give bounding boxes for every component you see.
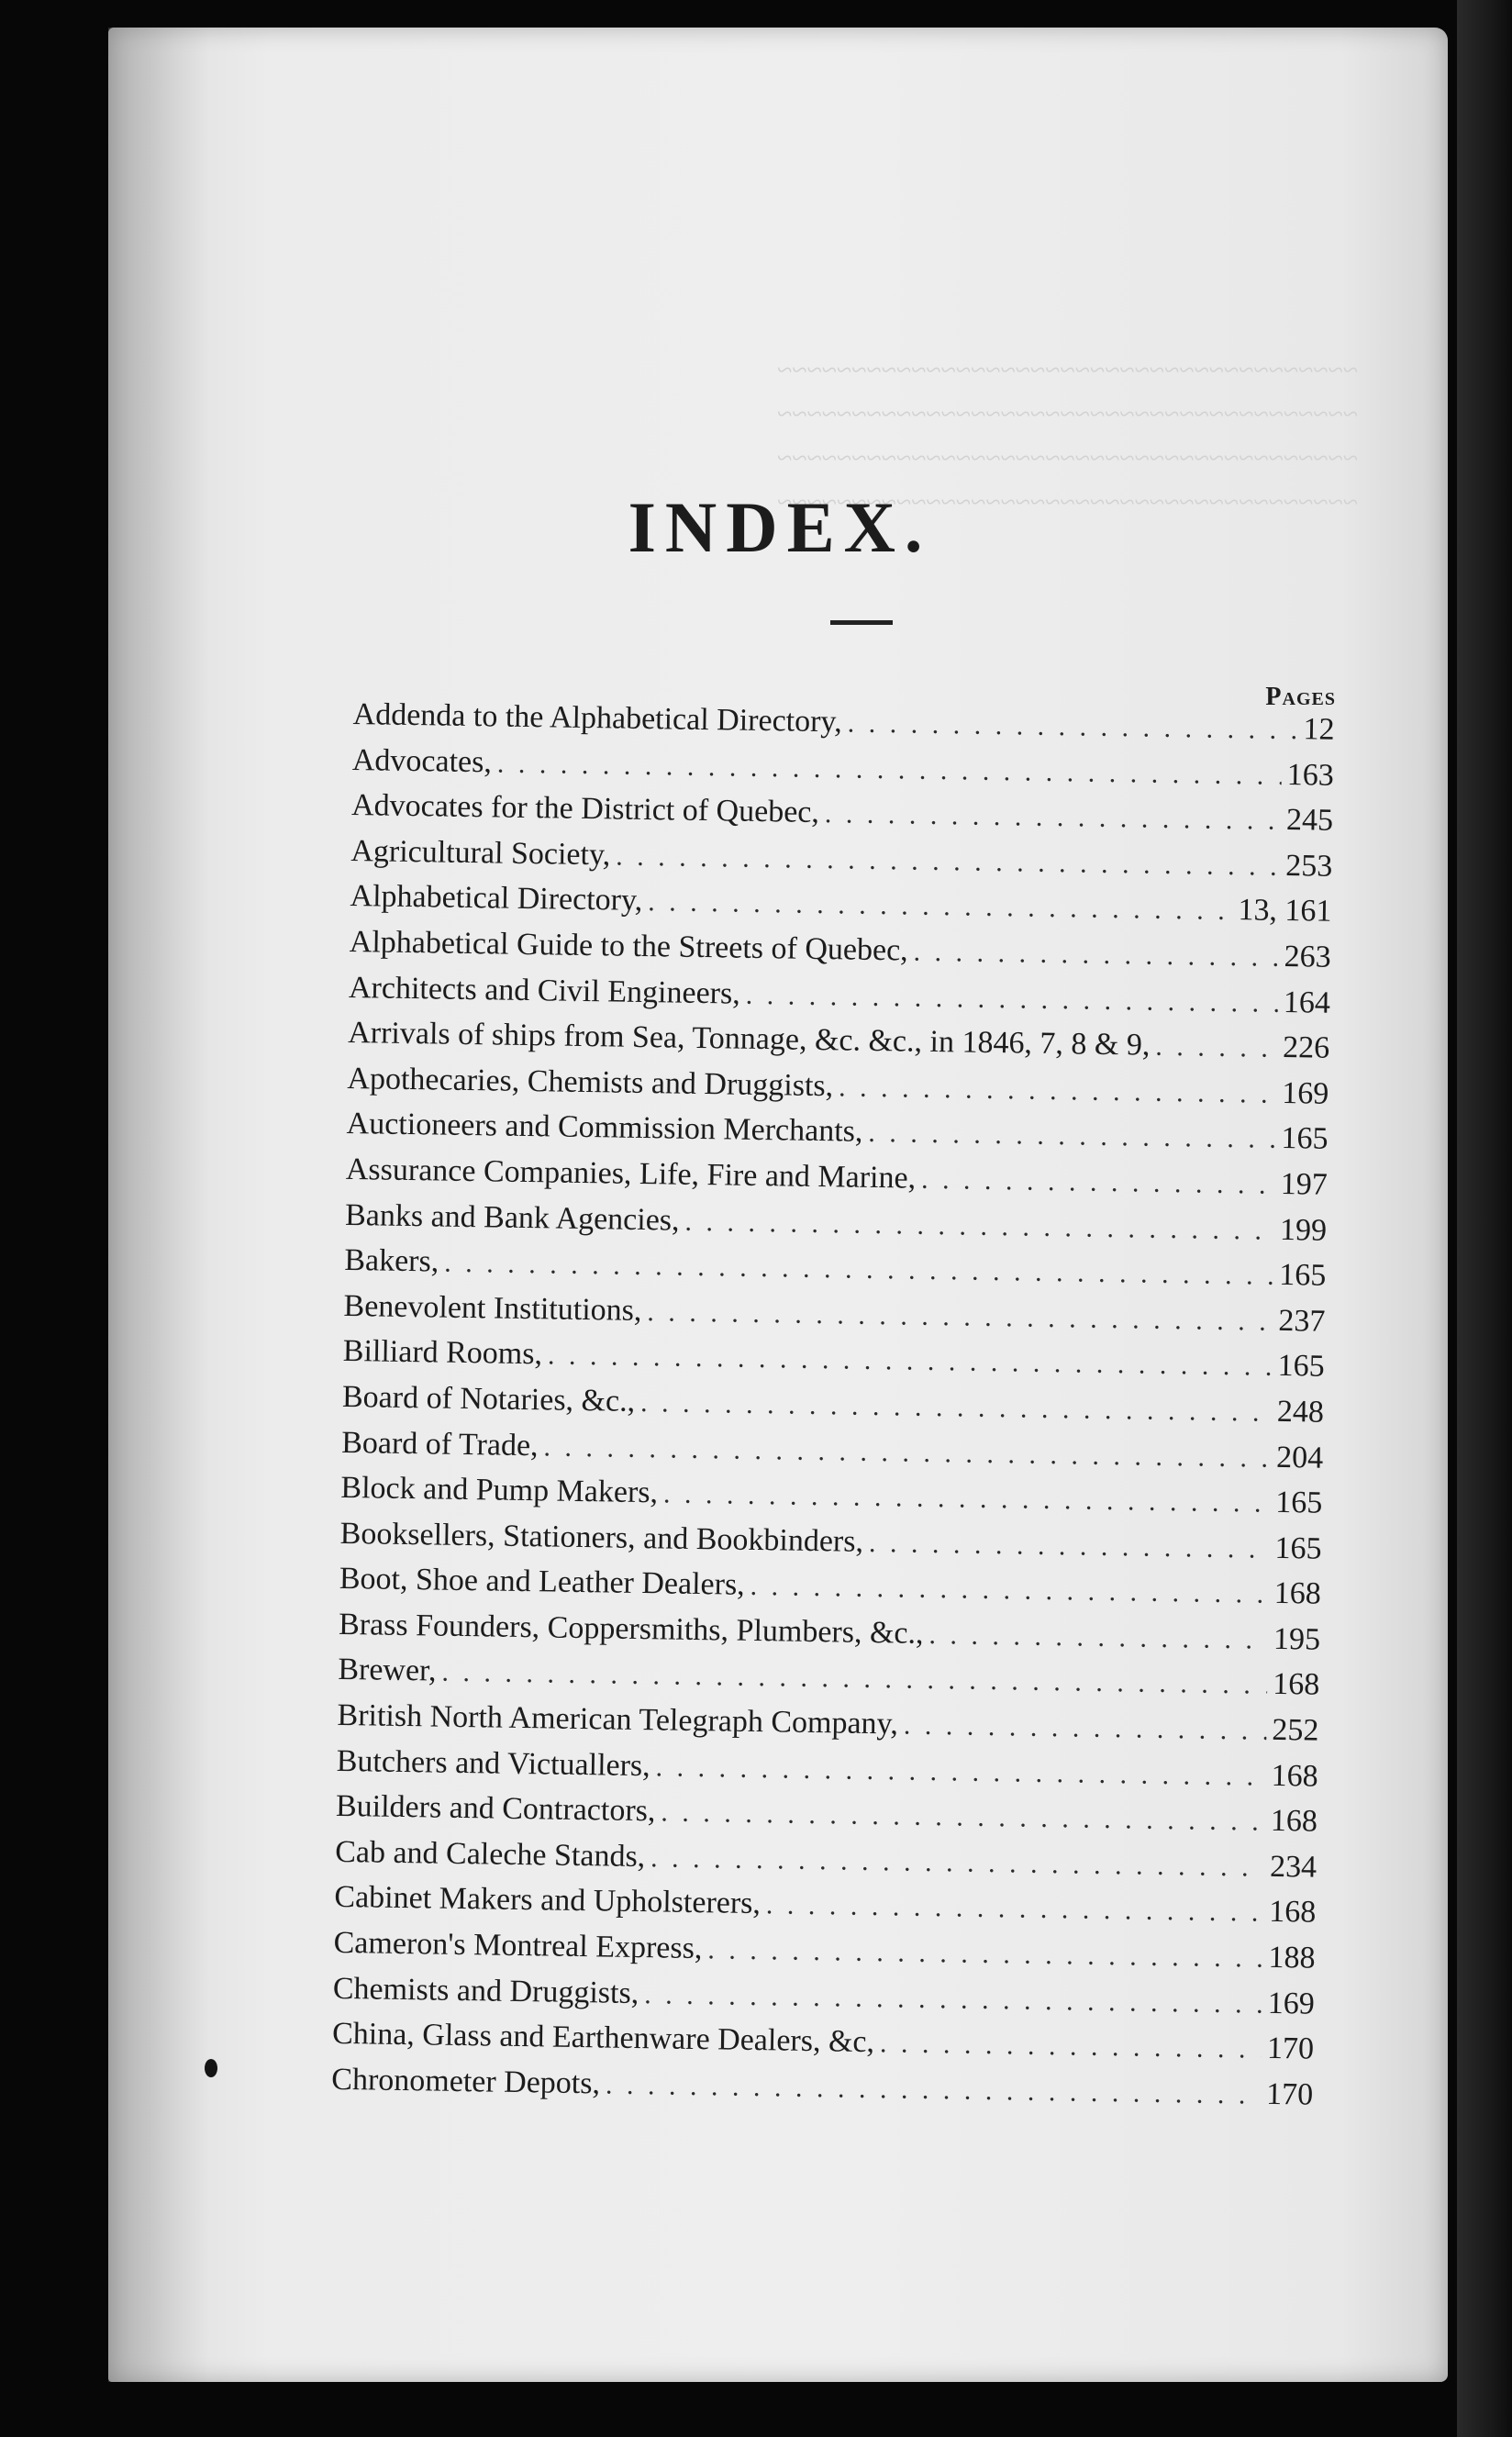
- entry-title: Butchers and Victuallers,: [336, 1743, 651, 1783]
- entry-page: 165: [1277, 1349, 1325, 1385]
- entry-title: Cameron's Montreal Express,: [333, 1925, 703, 1966]
- entry-title: Architects and Civil Engineers,: [348, 970, 741, 1011]
- entry-page: 248: [1276, 1394, 1325, 1430]
- dot-leader: [648, 886, 1233, 927]
- dot-leader: [663, 1479, 1271, 1519]
- entry-page: 197: [1280, 1166, 1329, 1202]
- entry-page: 168: [1270, 1804, 1318, 1839]
- entry-page: 168: [1269, 1895, 1317, 1931]
- entry-title: Assurance Companies, Life, Fire and Marine,: [345, 1152, 917, 1196]
- entry-title: Bakers,: [344, 1243, 439, 1279]
- entry-title: Chronometer Depots,: [331, 2062, 601, 2101]
- entry-page: 168: [1271, 1758, 1318, 1794]
- dot-leader: [825, 798, 1282, 837]
- entry-page: 13, 161: [1238, 893, 1332, 929]
- dot-leader: [543, 1431, 1271, 1474]
- dot-leader: [684, 1206, 1274, 1246]
- dot-leader: [644, 1979, 1262, 2020]
- dot-leader: [928, 1619, 1268, 1656]
- entry-page: 165: [1278, 1258, 1327, 1293]
- dot-leader: [650, 1842, 1264, 1884]
- entry-page: 253: [1284, 848, 1333, 884]
- entry-page: 263: [1284, 939, 1331, 974]
- entry-page: 165: [1275, 1485, 1323, 1520]
- entry-title: Benevolent Institutions,: [343, 1288, 642, 1328]
- dot-leader: [1155, 1031, 1277, 1064]
- entry-page: 199: [1279, 1212, 1328, 1248]
- entry-page: 170: [1266, 2031, 1315, 2066]
- entry-page: 164: [1283, 985, 1331, 1020]
- dot-leader: [880, 2028, 1262, 2065]
- entry-title: Banks and Bank Agencies,: [344, 1197, 680, 1238]
- entry-page: 234: [1269, 1849, 1317, 1885]
- entry-page: 163: [1286, 757, 1335, 793]
- entry-title: Alphabetical Guide to the Streets of Quebec,: [349, 924, 908, 968]
- dot-leader: [606, 2069, 1262, 2110]
- index-list: [331, 697, 1335, 2123]
- dot-leader: [745, 979, 1278, 1018]
- dot-leader: [869, 1528, 1270, 1565]
- entry-page: 169: [1282, 1075, 1329, 1111]
- entry-page: 169: [1267, 1986, 1316, 2021]
- entry-page: 170: [1265, 2076, 1314, 2112]
- entry-title: Brass Founders, Coppersmiths, Plumbers, &c.,: [338, 1607, 924, 1651]
- dot-leader: [766, 1890, 1264, 1930]
- entry-page: 237: [1278, 1303, 1326, 1339]
- dot-leader: [647, 1296, 1273, 1338]
- entry-title: Addenda to the Alphabetical Directory,: [352, 697, 843, 740]
- entry-page: 168: [1273, 1576, 1322, 1611]
- dot-leader: [640, 1387, 1272, 1429]
- dot-leader: [839, 1072, 1277, 1109]
- entry-page: 12: [1303, 712, 1335, 747]
- dot-leader: [707, 1934, 1263, 1975]
- dot-leader: [548, 1341, 1273, 1383]
- entry-title: Booksellers, Stationers, and Bookbinders,: [339, 1516, 864, 1559]
- entry-title: British North American Telegraph Company,: [337, 1697, 899, 1742]
- entry-title: Cab and Caleche Stands,: [334, 1834, 646, 1874]
- entry-title: Advocates,: [351, 742, 493, 779]
- entry-title: Brewer,: [338, 1652, 437, 1689]
- entry-title: Board of Trade,: [340, 1425, 539, 1463]
- entry-page: 168: [1272, 1667, 1320, 1703]
- page-gutter-shadow: [108, 28, 209, 2382]
- dot-leader: [750, 1571, 1269, 1610]
- dot-leader: [921, 1164, 1275, 1201]
- entry-page: 252: [1272, 1712, 1319, 1748]
- entry-page: 226: [1282, 1030, 1330, 1065]
- entry-title: Cabinet Makers and Upholsterers,: [334, 1880, 762, 1921]
- entry-title: Builders and Contractors,: [335, 1789, 656, 1829]
- page-title: INDEX.: [628, 487, 932, 567]
- entry-title: Billiard Rooms,: [342, 1334, 543, 1372]
- entry-title: Boot, Shoe and Leather Dealers,: [339, 1562, 746, 1603]
- entry-title: Auctioneers and Commission Merchants,: [346, 1107, 863, 1150]
- entry-title: Chemists and Druggists,: [332, 1971, 639, 2010]
- dot-leader: [847, 707, 1297, 746]
- dot-leader: [868, 1118, 1276, 1155]
- entry-page: 165: [1281, 1121, 1329, 1157]
- dot-leader: [661, 1797, 1265, 1838]
- bleed-through-text: ~~~~~~~~~~~~~~~~~~~~~~~~~~~~~~~~~~~~~~~ ~~~~~~~~~~~~~~~~~~~~~~~~~~~~~~~~~~~~~~~ ~~~~~~~~~~~~~~~~~~~~~~~~~~~~~~~~~~~~~~~ ~~~~~~~~~~~~~~~~~~~~~~~~~~~~~~~~~~~~~~~: [777, 355, 1358, 517]
- entry-page: 165: [1274, 1530, 1322, 1566]
- entry-title: Board of Notaries, &c.,: [341, 1379, 636, 1419]
- entry-title: Apothecaries, Chemists and Druggists,: [347, 1061, 834, 1104]
- entry-title: Block and Pump Makers,: [340, 1470, 659, 1510]
- ink-dot: [205, 2059, 217, 2077]
- entry-page: 204: [1275, 1440, 1324, 1475]
- entry-page: 188: [1268, 1940, 1316, 1975]
- entry-title: Alphabetical Directory,: [350, 879, 643, 918]
- dot-leader: [655, 1752, 1265, 1792]
- entry-title: China, Glass and Earthenware Dealers, &c,: [331, 2017, 875, 2060]
- entry-title: Arrivals of ships from Sea, Tonnage, &c. &c., in 1846, 7, 8 & 9,: [347, 1016, 1151, 1063]
- entry-title: Agricultural Society,: [350, 833, 611, 873]
- dot-leader: [913, 937, 1279, 974]
- entry-title: Advocates for the District of Quebec,: [350, 788, 820, 830]
- dot-leader: [616, 840, 1280, 882]
- entry-page: 195: [1273, 1621, 1321, 1657]
- dot-leader: [904, 1710, 1267, 1747]
- title-divider: [830, 620, 893, 625]
- scan-background-edge: [1457, 0, 1512, 2437]
- pages-column-header: Pages: [1265, 683, 1336, 711]
- entry-page: 245: [1285, 803, 1334, 838]
